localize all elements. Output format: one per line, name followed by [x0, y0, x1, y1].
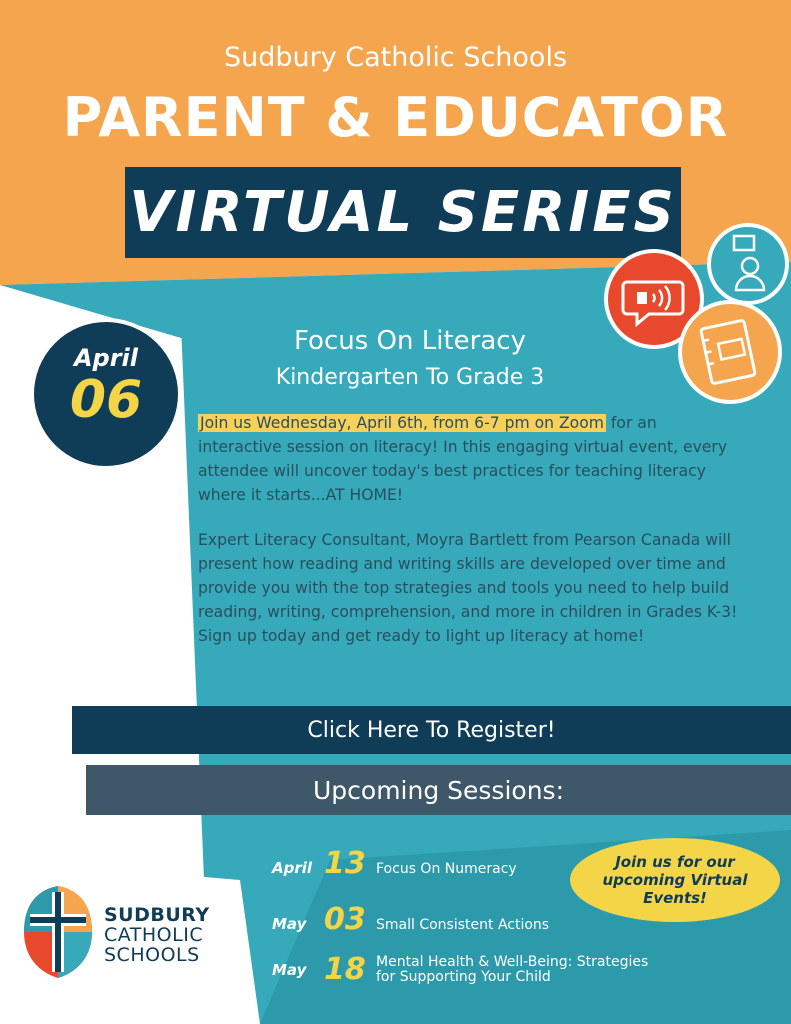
logo-line3: SCHOOLS — [104, 944, 200, 966]
session-month: April — [272, 859, 313, 877]
person-chat-icon — [706, 222, 790, 306]
event-day: 06 — [69, 370, 143, 430]
session-item — [272, 846, 517, 881]
session-day: 03 — [324, 902, 366, 937]
event-description-rest: for an interactive session on literacy! In this engaging virtual event, every attendee will uncover today's best practices for teaching literacy where it starts...AT HOME! — [198, 414, 728, 504]
session-day: 13 — [324, 846, 366, 881]
session-month: May — [272, 960, 307, 979]
session-month: May — [272, 915, 307, 933]
headline: PARENT & EDUCATOR — [62, 86, 729, 149]
notebook-icon — [676, 298, 784, 406]
event-time-highlight: Join us Wednesday, April 6th, from 6-7 pm on Zoom — [200, 414, 604, 432]
session-item — [272, 952, 648, 987]
join-note — [570, 838, 780, 922]
join-note-line2: upcoming Virtual — [602, 871, 748, 889]
event-title: Focus On Literacy — [294, 326, 526, 356]
logo-line2: CATHOLIC — [104, 924, 204, 946]
event-description-1 — [198, 411, 738, 507]
logo-text — [104, 905, 210, 965]
session-title: Focus On Numeracy — [376, 861, 517, 877]
session-item — [272, 902, 549, 937]
event-description-2: Expert Literacy Consultant, Moyra Bartlett from Pearson Canada will present how reading and writing skills are developed over time and provide you with the top strategies and tools you need to help build reading, writing, comprehension, and more in children in Grades K-3! Sign up today and get ready to light up literacy at home! — [198, 531, 738, 645]
logo-line1: SUDBURY — [104, 904, 210, 926]
register-button[interactable]: Click Here To Register! — [72, 706, 791, 754]
school-name: Sudbury Catholic Schools — [223, 42, 568, 73]
event-month: April — [73, 344, 139, 372]
event-subtitle: Kindergarten To Grade 3 — [275, 365, 545, 390]
upcoming-sessions-heading: Upcoming Sessions: — [86, 765, 791, 815]
join-note-line3: Events! — [643, 889, 707, 907]
event-date-badge — [30, 318, 182, 470]
session-title-line2: for Supporting Your Child — [376, 968, 551, 985]
join-note-line1: Join us for our — [615, 853, 735, 871]
session-day: 18 — [324, 952, 366, 987]
series-title: VIRTUAL SERIES — [129, 180, 677, 245]
session-title: Small Consistent Actions — [376, 917, 550, 933]
session-title: Mental Health & Well-Being: Strategies — [376, 953, 649, 970]
cross-logo-icon — [20, 882, 96, 980]
series-box — [125, 167, 681, 258]
